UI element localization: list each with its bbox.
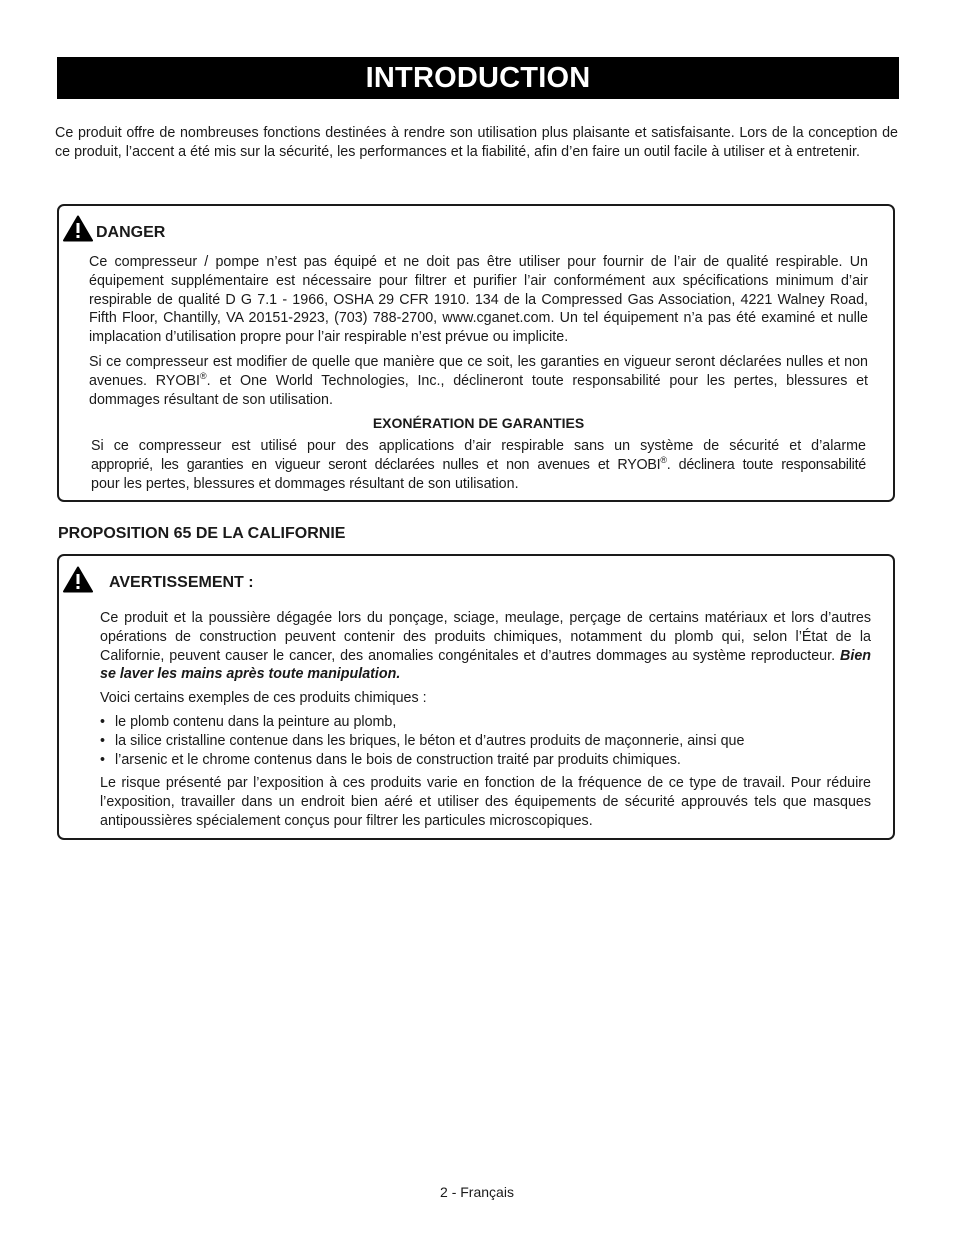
list-item: • la silice cristalline contenue dans les briques, le béton et d’autres produits de maçonnerie, ainsi que	[100, 732, 745, 749]
danger-box	[57, 204, 895, 502]
warning-heading: AVERTISSEMENT :	[109, 574, 254, 591]
warning-triangle-icon	[63, 215, 93, 242]
danger-heading: DANGER	[96, 224, 166, 241]
warning-paragraph-2: Voici certains exemples de ces produits chimiques :	[100, 690, 427, 707]
page-title: INTRODUCTION	[365, 61, 591, 94]
warning-paragraph-1: Ce produit et la poussière dégagée lors du ponçage, sciage, meulage, perçage de certains matériaux et lors d’autres opérations de construction peuvent contenir des produits chimiques, notamment du plomb qui, selon l’État de la Californie, peuvent causer le cancer, des anomalies congénitales et d’autres dommages au système reproducteur. Bien se laver les mains après toute manipulation.	[100, 610, 871, 683]
warning-paragraph-3: Le risque présenté par l’exposition à ces produits varie en fonction de la fréquence de ce type de travail. Pour réduire l’exposition, travailler dans un endroit bien aéré et utiliser des équipements de sécurité approuvés tels que masques antipoussières spécialement conçus pour filtrer les particules microscopiques.	[100, 775, 871, 829]
danger-paragraph-2: Si ce compresseur est modifier de quelle que manière que ce soit, les garanties en vigueur seront déclarées nulles et non avenues. RYOBI®. et One World Technologies, Inc., déclineront toute responsabilité pour les pertes, blessures et dommages résultant de son utilisation.	[89, 353, 868, 408]
prop65-warning-box	[57, 554, 895, 840]
list-item: • le plomb contenu dans la peinture au plomb,	[100, 713, 397, 730]
disclaimer-heading: EXONÉRATION DE GARANTIES	[372, 415, 585, 432]
page-footer: 2 - Français	[440, 1184, 514, 1200]
danger-paragraph-3: Si ce compresseur est utilisé pour des applications d’air respirable sans un système de sécurité et d’alarme approprié, les garanties en vigueur seront déclarées nulles et non avenues et RYOBI®. déclinera toute responsabilité pour les pertes, blessures et dommages résultant de son utilisation.	[91, 438, 866, 492]
danger-paragraph-1: Ce compresseur / pompe n’est pas équipé et ne doit pas être utiliser pour fournir de l’air de qualité respirable. Un équipement supplémentaire est nécessaire pour filtrer et purifier l’air conformément aux spécifications minimum d’air respirable de qualité D G 7.1 - 1966, OSHA 29 CFR 1910. 134 de la Compressed Gas Association, 4221 Walney Road, Fifth Floor, Chantilly, VA 20151-2923, (703) 788-2700, www.cganet.com. Un tel équipement n’a pas été examiné et nulle implacation d’utilisation propre pour l’air respirable n’est prévue ou implicite.	[89, 254, 868, 346]
warning-body	[100, 609, 871, 831]
prop65-heading: PROPOSITION 65 DE LA CALIFORNIE	[58, 525, 346, 542]
danger-body	[89, 253, 868, 494]
intro-paragraph: Ce produit offre de nombreuses fonctions destinées à rendre son utilisation plus plaisante et satisfaisante. Lors de la conception de ce produit, l’accent a été mis sur la sécurité, les performances et la fiabilité, afin d’en faire un outil facile à utiliser et à entretenir.	[55, 125, 898, 160]
list-item: • l’arsenic et le chrome contenus dans le bois de construction traité par produits chimiques.	[100, 751, 681, 768]
chemicals-list	[100, 713, 871, 769]
page-title-bar	[57, 57, 899, 99]
warning-triangle-icon	[63, 566, 93, 593]
